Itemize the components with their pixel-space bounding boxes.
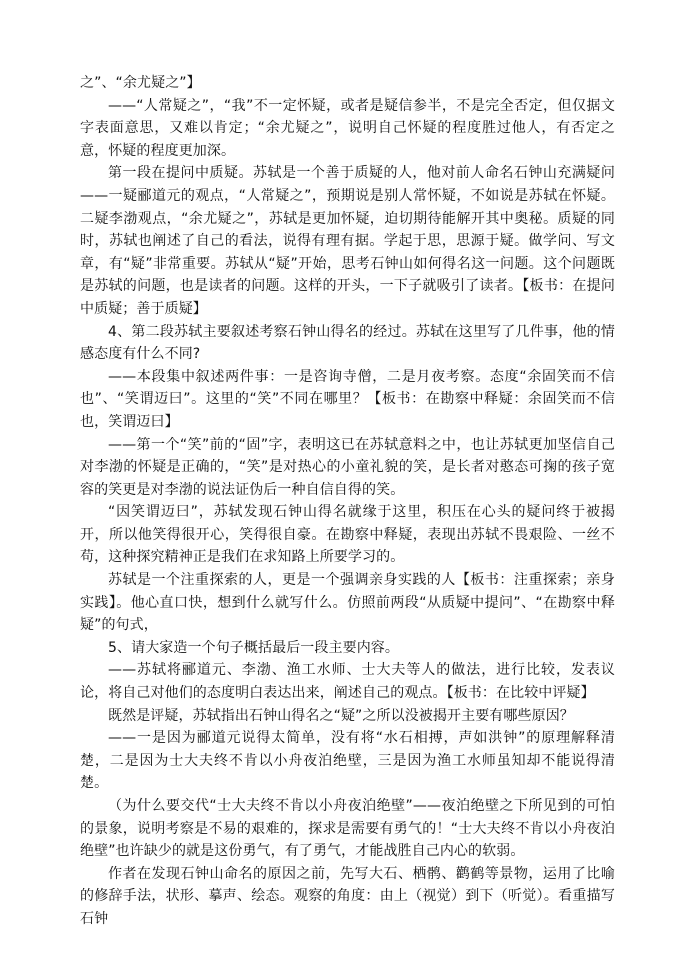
answer-5: ——苏轼将郦道元、李渤、渔工水师、士大夫等人的做法，进行比较，发表议论，将自己对他们的态度明白表达出来，阐述自己的观点。【板书：在比较中评疑】 — [80, 662, 615, 702]
paragraph-continuation: 之”、“余尤疑之”】 — [80, 75, 201, 91]
paragraph-reason-question: 既然是评疑，苏轼指出石钟山得名之“疑”之所以没被揭开主要有哪些原因？ — [108, 707, 574, 724]
question-4: 4、第二段苏轼主要叙述考察石钟山得名的经过。苏轼在这里写了几件事，他的情感态度有什么不同? — [80, 323, 615, 363]
paragraph-courage: （为什么要交代“士大夫终不肯以小舟夜泊绝壁”——夜泊绝壁之下所见到的可怕的景象，说明考察是不易的艰难的，探求是需要有勇气的！“士大夫终不肯以小舟夜泊绝壁”也许缺少的就是这份勇气，有了勇气，才能战胜自己内心的软弱。 — [80, 798, 615, 860]
paragraph-description: 作者在发现石钟山命名的原因之前，先写大石、栖鹘、鹳鹤等景物，运用了比喻的修辞手法，状形、摹声、绘态。观察的角度：由上（视觉）到下（听觉）。看重描写石钟 — [80, 865, 615, 927]
paragraph-doubt-degree: ——“人常疑之”，“我”不一定怀疑，或者是疑信参半，不是完全否定，但仅据文字表面意思，又难以肯定；“余尤疑之”，说明自己怀疑的程度胜过他人，有否定之意，怀疑的程度更加深。 — [80, 97, 615, 159]
paragraph-exploration: 苏轼是一个注重探索的人，更是一个强调亲身实践的人【板书：注重探索；亲身实践】。他心直口快，想到什么就写什么。仿照前两段“从质疑中提问”、“在勘察中释疑”的句式， — [80, 572, 615, 634]
paragraph-second-laugh: “因笑谓迈曰”，苏轼发现石钟山得名就缘于这里，积压在心头的疑问终于被揭开，所以他笑得很开心，笑得很自豪。在勘察中释疑，表现出苏轼不畏艰险、一丝不苟，这种探究精神正是我们在求知路上所要学习的。 — [80, 504, 615, 566]
question-5: 5、请大家造一个句子概括最后一段主要内容。 — [108, 639, 400, 656]
answer-4: ——本段集中叙述两件事：一是咨询寺僧，二是月夜考察。态度“余固笑而不信也”、“笑谓迈曰”。这里的“笑”不同在哪里？【板书：在勘察中释疑：余固笑而不信也，笑谓迈曰】 — [80, 368, 615, 430]
paragraph-reasons: ——一是因为郦道元说得太简单，没有将“水石相搏，声如洪钟”的原理解释清楚，二是因为士大夫终不肯以小舟夜泊绝壁，三是因为渔工水师虽知却不能说得清楚。 — [80, 730, 615, 792]
paragraph-section-one: 第一段在提问中质疑。苏轼是一个善于质疑的人，他对前人命名石钟山充满疑问——一疑郦道元的观点，“人常疑之”，预期说是别人常怀疑，不如说是苏轼在怀疑。二疑李渤观点，“余尤疑之”，苏轼是更加怀疑，迫切期待能解开其中奥秘。质疑的同时，苏轼也阐述了自己的看法，说得有理有据。学起于思，思源于疑。做学问、写文章，有“疑”非常重要。苏轼从“疑”开始，思考石钟山如何得名这一问题。这个问题既是苏轼的问题，也是读者的问题。这样的开头，一下子就吸引了读者。【板书：在提问中质疑；善于质疑】 — [80, 165, 615, 317]
paragraph-first-laugh: ——第一个“笑”前的“固”字，表明这已在苏轼意料之中，也让苏轼更加坚信自己对李渤的怀疑是正确的，“笑”是对热心的小童礼貌的笑，是长者对憨态可掬的孩子宽容的笑更是对李渤的说法证伪后一种自信自得的笑。 — [80, 436, 615, 498]
